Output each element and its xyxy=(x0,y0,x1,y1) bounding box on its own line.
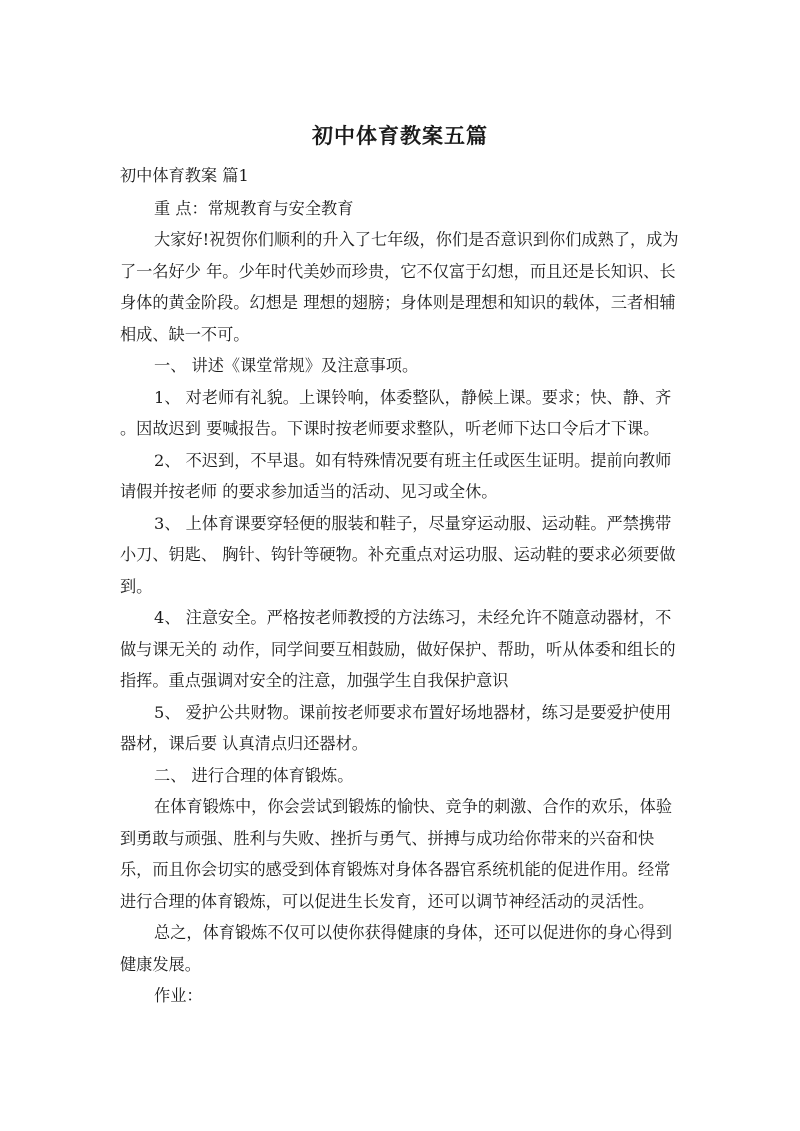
document-body xyxy=(120,160,682,1012)
section-heading-exercise: 二、 进行合理的体育锻炼。 xyxy=(154,765,354,785)
section-heading-rules: 一、 讲述《课堂常规》及注意事项。 xyxy=(154,356,419,375)
document-title: 初中体育教案五篇 xyxy=(312,124,488,148)
rule-item-4: 4、 注意安全。严格按老师教授的方法练习，未经允许不随意动器材，不做与课无关的 动作，同学间要互相鼓励，做好保护、帮助，听从体委和组长的指挥。重点强调对安全的注意，加强学生自我保护意识 xyxy=(120,608,676,690)
rule-item-5: 5、 爱护公共财物。课前按老师要求布置好场地器材，练习是要爱护使用器材，课后要 认真清点归还器材。 xyxy=(120,702,672,753)
rule-item-2: 2、 不迟到，不早退。如有特殊情况要有班主任或医生证明。提前向教师请假并按老师 的要求参加适当的活动、见习或全休。 xyxy=(120,450,672,501)
lesson-heading: 初中体育教案 篇1 xyxy=(120,166,249,185)
paragraph-focus: 重 点：常规教育与安全教育 xyxy=(154,198,354,218)
rule-item-1: 1、 对老师有礼貌。上课铃响，体委整队，静候上课。要求；快、静、齐 。因故迟到 要喊报告。下课时按老师要求整队，听老师下达口令后才下课。 xyxy=(120,387,672,438)
paragraph-greeting: 大家好!祝贺你们顺利的升入了七年级，你们是否意识到你们成熟了，成为了一名好少 年。少年时代美妙而珍贵，它不仅富于幻想，而且还是长知识、长身体的黄金阶段。幻想是 理想的翅膀；身体则是理想和知识的载体，三者相辅相成、缺一不可。 xyxy=(120,230,679,344)
paragraph-exercise-benefits: 在体育锻炼中，你会尝试到锻炼的愉快、竞争的刺激、合作的欢乐，体验到勇敢与顽强、胜利与失败、挫折与勇气、拼搏与成功给你带来的兴奋和快乐，而且你会切实的感受到体育锻炼对身体各器官系统机能的促进作用。经常进行合理的体育锻炼，可以促进生长发育，还可以调节神经活动的灵活性。 xyxy=(120,797,673,911)
rule-item-3: 3、 上体育课要穿轻便的服装和鞋子，尽量穿运动服、运动鞋。严禁携带小刀、钥匙、 胸针、钩针等硬物。补充重点对运功服、运动鞋的要求必须要做到。 xyxy=(120,513,676,596)
homework-label: 作业： xyxy=(154,986,203,1005)
paragraph-summary: 总之，体育锻炼不仅可以使你获得健康的身体，还可以促进你的身心得到健康发展。 xyxy=(120,923,673,974)
